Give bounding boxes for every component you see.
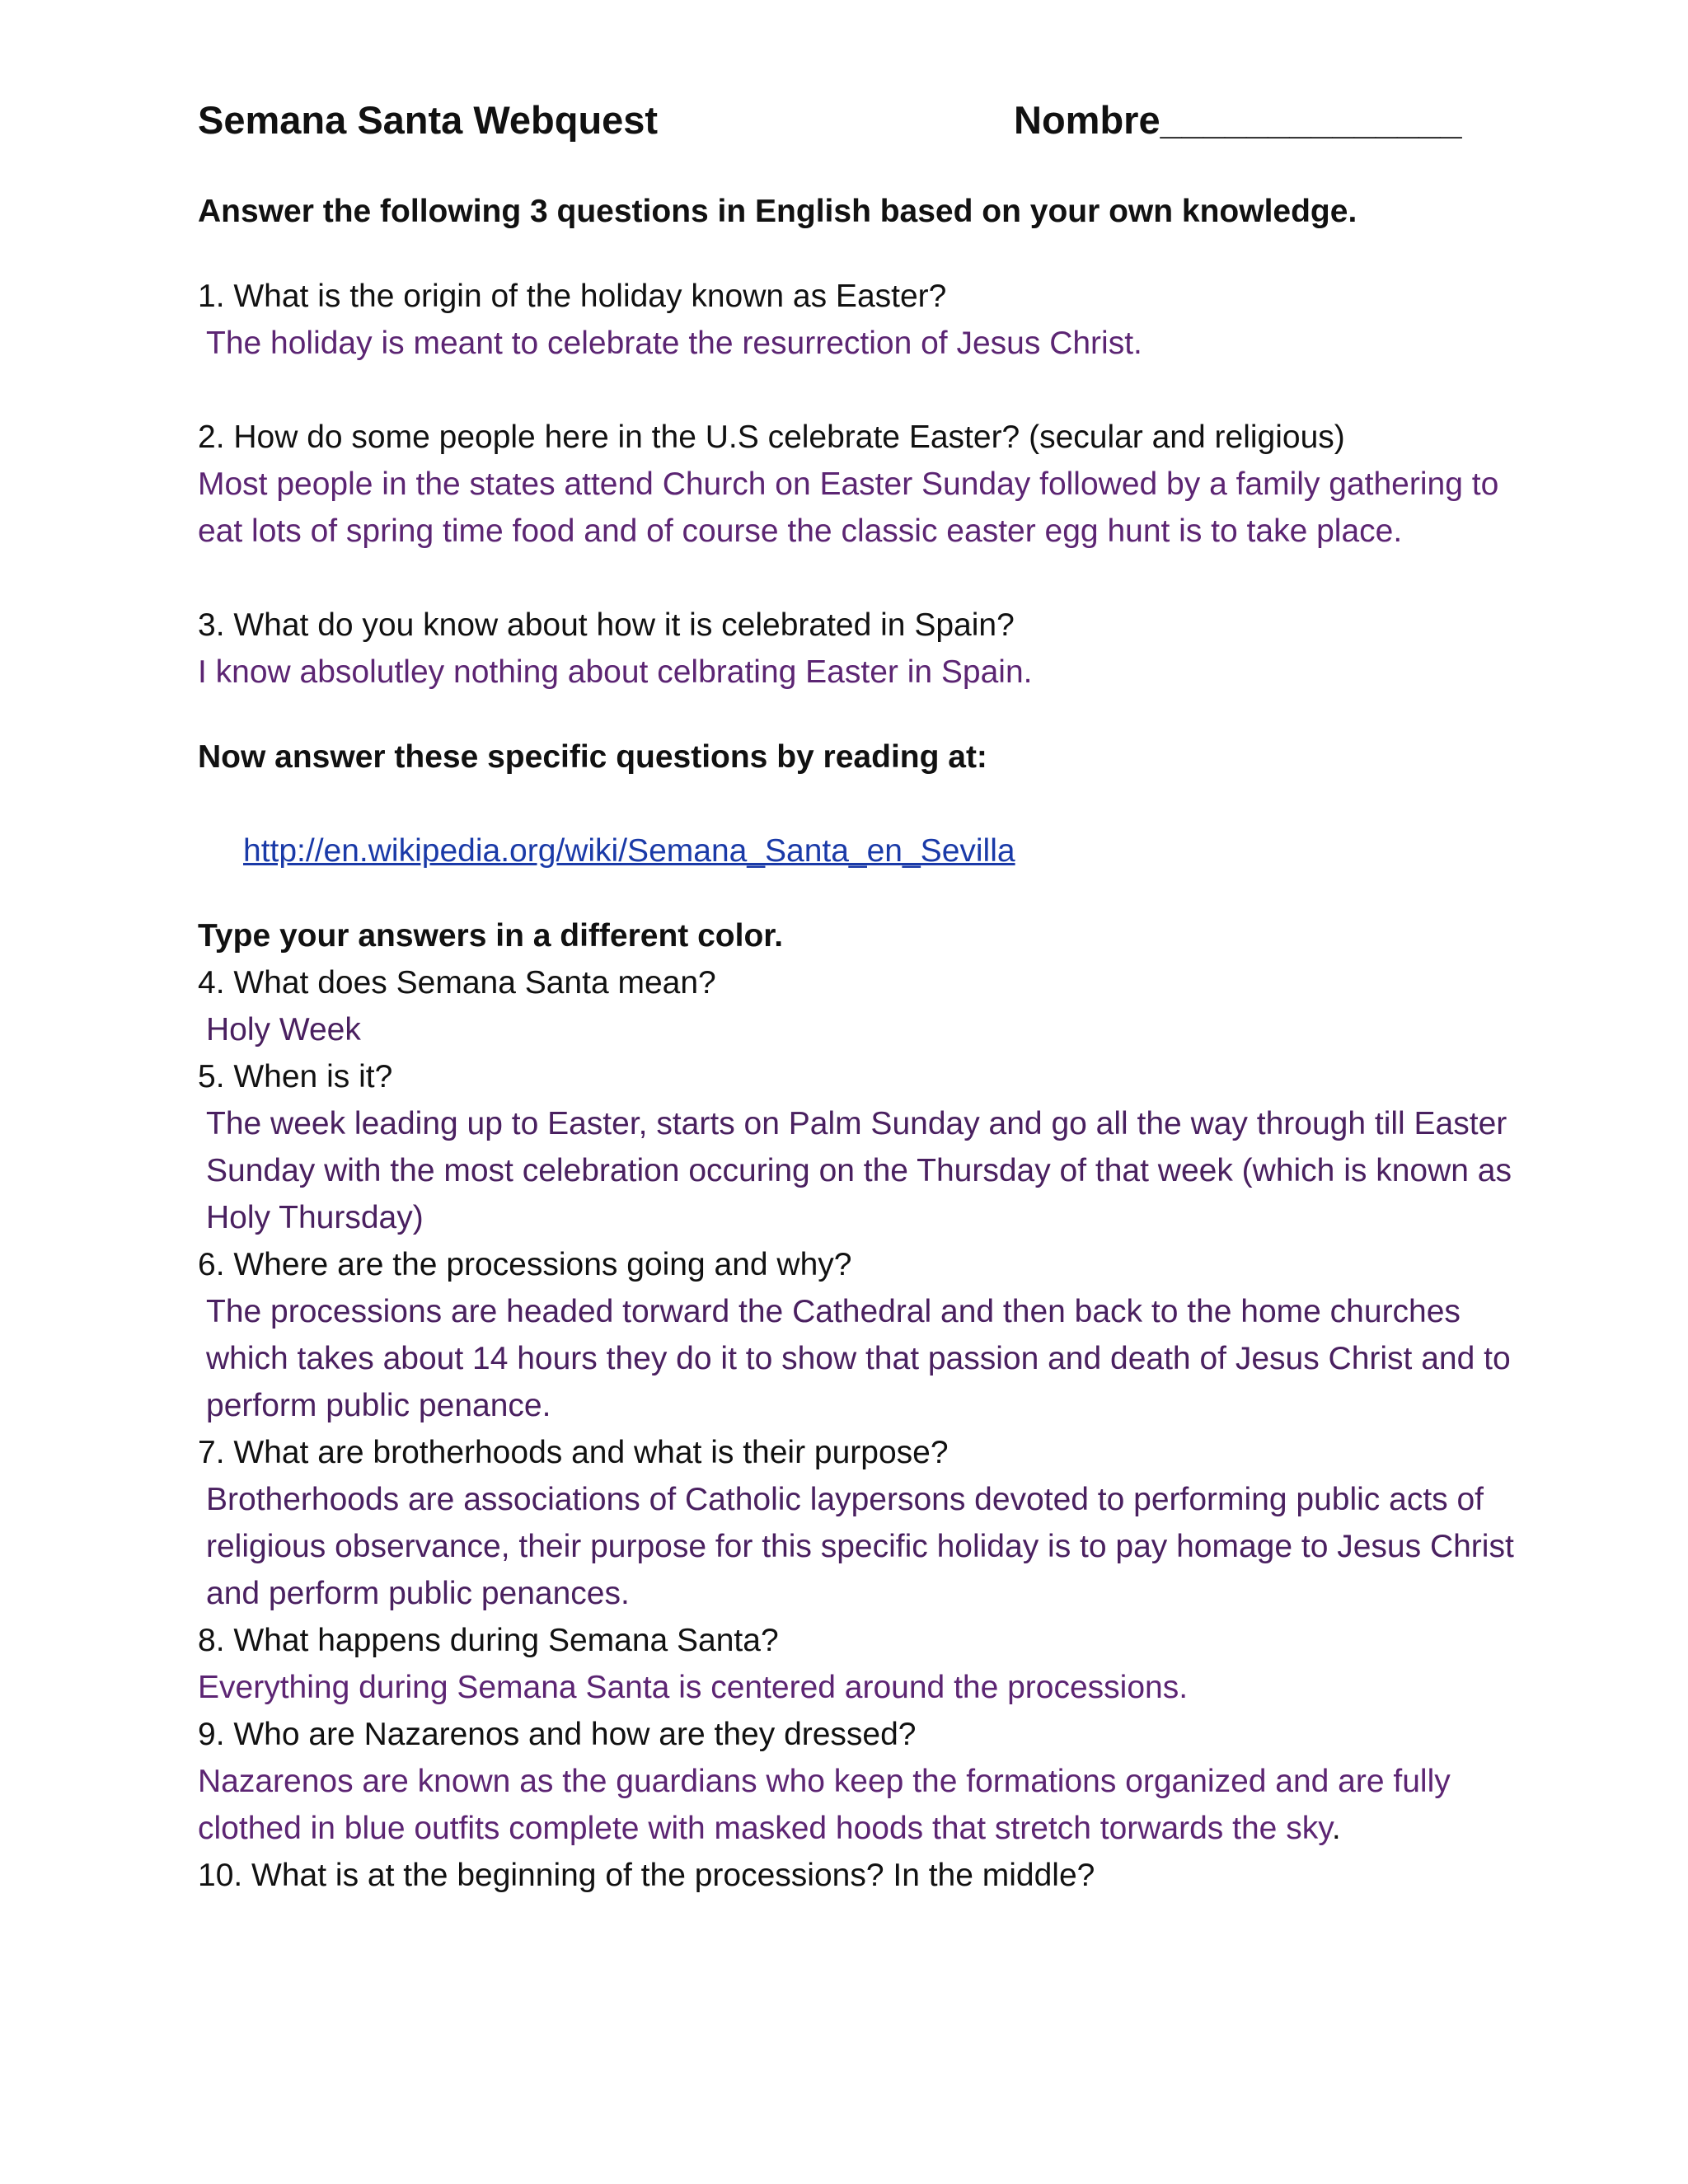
question-7: 7. What are brotherhoods and what is their purpose? xyxy=(198,1435,949,1470)
spacer xyxy=(198,235,1517,273)
question-5: 5. When is it? xyxy=(198,1059,393,1094)
spacer xyxy=(198,150,1517,188)
spacer xyxy=(198,874,1517,912)
answer-2: Most people in the states attend Church on Easter Sunday followed by a family gathering to eat lots of spring time food and of course the classic easter egg hunt is to take place. xyxy=(198,466,1499,549)
answer-6: The processions are headed torward the Cathedral and then back to the home churches which takes about 14 hours they do it to show that passion and death of Jesus Christ and to perform public penance. xyxy=(206,1294,1511,1423)
spacer xyxy=(198,696,1517,733)
answer-4: Holy Week xyxy=(206,1012,361,1047)
spacer xyxy=(198,367,1517,414)
question-9: 9. Who are Nazarenos and how are they dressed? xyxy=(198,1717,917,1752)
answer-8: Everything during Semana Santa is centered around the processions. xyxy=(198,1670,1189,1705)
question-2: 2. How do some people here in the U.S celebrate Easter? (secular and religious) xyxy=(198,419,1345,455)
answer-9-line xyxy=(198,1758,1517,1852)
question-6: 6. Where are the processions going and why? xyxy=(198,1247,852,1282)
link-line xyxy=(198,827,1517,874)
color-instruction: Type your answers in a different color. xyxy=(198,918,784,954)
answer-9-period: . xyxy=(1331,1811,1341,1846)
spacer xyxy=(198,555,1517,602)
intro-instruction: Answer the following 3 questions in English based on your own knowledge. xyxy=(198,194,1357,229)
question-10: 10. What is at the beginning of the processions? In the middle? xyxy=(198,1858,1095,1893)
worksheet-title: Semana Santa Webquest xyxy=(198,98,659,142)
question-3: 3. What do you know about how it is celebrated in Spain? xyxy=(198,607,1015,643)
question-1: 1. What is the origin of the holiday known as Easter? xyxy=(198,279,947,314)
reading-instruction: Now answer these specific questions by reading at: xyxy=(198,739,987,775)
question-4: 4. What does Semana Santa mean? xyxy=(198,965,716,1001)
answer-7: Brotherhoods are associations of Catholic laypersons devoted to performing public acts of religious observance, their purpose for this specific holiday is to pay homage to Jesus Christ and perform public penances. xyxy=(206,1482,1514,1611)
answer-3: I know absolutley nothing about celbrating Easter in Spain. xyxy=(198,654,1033,690)
name-field-label: Nombre______________ xyxy=(1014,98,1462,142)
answer-9: Nazarenos are known as the guardians who keep the formations organized and are fully clothed in blue outfits complete with masked hoods that stretch torwards the sky xyxy=(198,1764,1451,1846)
wikipedia-link[interactable]: http://en.wikipedia.org/wiki/Semana_Santa_en_Sevilla xyxy=(243,833,1015,869)
worksheet-page xyxy=(198,97,1517,1899)
answer-1: The holiday is meant to celebrate the resurrection of Jesus Christ. xyxy=(206,326,1142,361)
question-8: 8. What happens during Semana Santa? xyxy=(198,1623,779,1658)
worksheet-header xyxy=(198,97,1517,150)
answer-5: The week leading up to Easter, starts on Palm Sunday and go all the way through till Easter Sunday with the most celebration occuring on the Thursday of that week (which is known as Holy Thursday) xyxy=(206,1106,1512,1235)
spacer xyxy=(198,780,1517,827)
